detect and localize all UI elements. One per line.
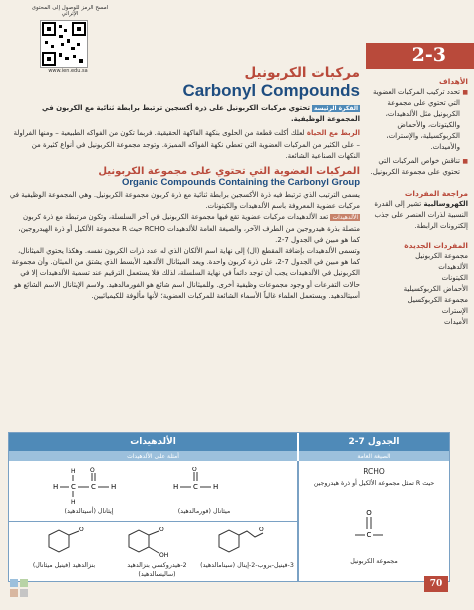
example-name: ميثانال (فورمالدهيد) — [177, 508, 231, 515]
new-term: الإسترات — [441, 307, 468, 315]
svg-text:O: O — [259, 527, 264, 533]
sidebar — [368, 72, 468, 472]
new-term: الأميدات — [443, 318, 468, 326]
svg-text:O: O — [159, 527, 164, 533]
title-english: Carbonyl Compounds — [182, 81, 360, 100]
table-title: الألدهيدات — [9, 433, 297, 451]
section-heading-arabic: المركبات العضوية التي تحتوي على مجموعة الكربونيل — [98, 166, 360, 178]
column-divider — [297, 461, 299, 581]
formula-note: حيث R تمثل مجموعة الألكيل أو ذرة هيدروجين — [313, 480, 435, 487]
svg-text:H: H — [53, 483, 59, 491]
salicylaldehyde-structure — [119, 527, 179, 561]
general-formula: RCHO — [363, 467, 385, 476]
svg-text:O: O — [366, 509, 372, 517]
svg-text:O: O — [79, 527, 84, 533]
page-number: 70 — [424, 576, 448, 592]
main-idea-tag: الفكرة الرئيسة — [314, 105, 358, 112]
example-name: بنزالدهيد (فينيل ميثانال) — [32, 562, 96, 569]
real-world-link — [8, 128, 360, 162]
review-term: الكهروسالبية — [423, 200, 468, 208]
review-entry — [368, 199, 468, 232]
general-formula-header: الصيغة العامة — [299, 451, 449, 461]
paragraph: يسمى الترتيب الذي ترتبط فيه ذرة الأكسجين برابطة ثنائية مع ذرة كربون مجموعة الكربونيل. وهي المجموعة الوظيفية في مركبات عضوية المعروفة باسم الألدهيدات والكيتونات. — [9, 191, 360, 211]
svg-text:H: H — [71, 468, 76, 475]
review-text: تشير إلى القدرة النسبية لذرات العنصر على جذب إلكترونات الرابطة. — [374, 200, 468, 230]
svg-text:C: C — [91, 483, 96, 491]
new-term: الأحماض الكربوكسيلية — [403, 285, 468, 293]
new-vocab-heading: المفردات الجديدة — [404, 241, 468, 250]
svg-text:H: H — [71, 499, 76, 505]
qr-code[interactable] — [40, 20, 88, 68]
aldehydes-table — [8, 432, 450, 582]
examples-header: أمثلة على الألدهيدات — [9, 451, 297, 461]
aldehydes-term: الألدهيدات — [332, 214, 358, 222]
ethanal-structure — [49, 465, 133, 505]
svg-text:C: C — [366, 531, 372, 539]
new-term: مجموعة الكربوكسيل — [407, 296, 468, 304]
svg-text:H: H — [111, 483, 117, 491]
cinnamaldehyde-structure — [209, 527, 269, 561]
svg-text:O: O — [90, 467, 95, 474]
carbonyl-label: مجموعة الكربونيل — [350, 558, 398, 565]
review-heading: مراجعة المفردات — [404, 189, 468, 198]
main-idea — [8, 103, 360, 125]
main-content — [8, 65, 360, 302]
main-idea-text: تحتوي مركبات الكربونيل على ذرة أكسجين ترتبط برابطة ثنائية مع الكربون في المجموعة الوظيفية. — [42, 104, 360, 124]
objectives-heading: الأهداف — [439, 77, 468, 86]
title-arabic: مركبات الكربونيل — [244, 65, 360, 81]
svg-text:C: C — [193, 483, 198, 491]
svg-text:H: H — [173, 483, 179, 491]
real-world-heading: الربط مع الحياة — [306, 129, 360, 138]
carbonyl-structure — [349, 507, 389, 547]
paragraph: وتسمى الألدهيدات بإضافة المقطع (ال) إلى نهاية اسم الألكان الذي له عدد ذرات الكربون نفسه. وهكذا يحتوي الميثانال، كما هو مبين في الجدول 7-2، على ذرة كربون واحدة. ويعد الميثانال الألدهيد الأبسط الذي يشتق من الميثان. وأن مجموعة الكربونيل في الألدهيدات يجب أن توجد دائماً في نهاية السلسلة، لذلك فلا يستعمل الترقيم عند تسمية الألدهيدات إلا في حالات التفرعات أو وجود مجموعات وظيفية أخرى. وللميثانال اسم شائع هو الفورمالدهيد. ولاسم الإيثانال الاسم الشائع هو أسيتالدهيد. ويستعمل العلماء غالباً الأسماء الشائعة للمركبات العضوية؛ لأنها مألوفة للكيميائيين. — [11, 247, 360, 300]
svg-text:O: O — [192, 467, 197, 473]
example-name: 3-فينيل-بروب-2-إينال (سينامالدهيد) — [200, 562, 294, 569]
svg-text:OH: OH — [159, 552, 169, 559]
qr-caption: امسح الرمز للوصول إلى المحتوى الإثرائي — [31, 5, 109, 17]
benzaldehyde-structure — [39, 527, 99, 561]
real-world-text: لعلك أكلت قطعة من الحلوى بنكهة الفاكهة الحقيقية. فربما تكون من الفواكه الطبيعية – ومنها الفراولة – على الكثير من المركبات العضوية التي تعطي نكهة الفواكه المميزة. وتوجد مجموعة الكربونيل في أنواع كثيرة من النكهات الصناعية الشائعة. — [13, 129, 360, 160]
row-divider — [9, 521, 297, 522]
example-name: 2-هيدروكسي بنزالدهيد (ساليسالدهيد) — [127, 562, 187, 578]
new-term: مجموعة الكربونيل — [415, 252, 468, 260]
new-term: الألدهيدات — [438, 263, 468, 271]
table-label: الجدول 7-2 — [299, 433, 449, 451]
svg-text:H: H — [213, 483, 219, 491]
svg-text:C: C — [71, 483, 76, 491]
section-heading-english: Organic Compounds Containing the Carbonyl Group — [121, 177, 360, 189]
objective-item: ■ تناقش خواص المركبات التي تحتوي على مجموعة الكربونيل. — [368, 156, 468, 178]
aldehydes-text: تعد الألدهيدات مركبات عضوية تقع فيها مجموعة الكربونيل في آخر السلسلة، وتكون مرتبطة مع ذرة كربون متصلة بذرة هيدروجين من الطرف الآخر، والصيغة العامة للألدهيدات RCHO حيث R مجموعة الألكيل أو ذرة الهيدروجين، كما هو مبين في الجدول 7-2. — [18, 213, 360, 244]
methanal-structure — [169, 467, 233, 503]
paragraph-aldehydes — [8, 212, 360, 246]
objective-item: ■ تحدد تركيب المركبات العضوية التي تحتوي على مجموعة الكربونيل مثل الألدهيدات، والكيتونات، والأحماض الكربوكسيلية، والإسترات، والأميدات. — [368, 87, 468, 153]
new-term: الكيتونات — [441, 274, 468, 282]
qr-url: www.ien.edu.sa — [48, 68, 88, 74]
example-name: إيثانال (أسيتالدهيد) — [64, 508, 114, 515]
section-number: 2-3 — [411, 44, 446, 66]
ministry-logo — [8, 575, 68, 603]
